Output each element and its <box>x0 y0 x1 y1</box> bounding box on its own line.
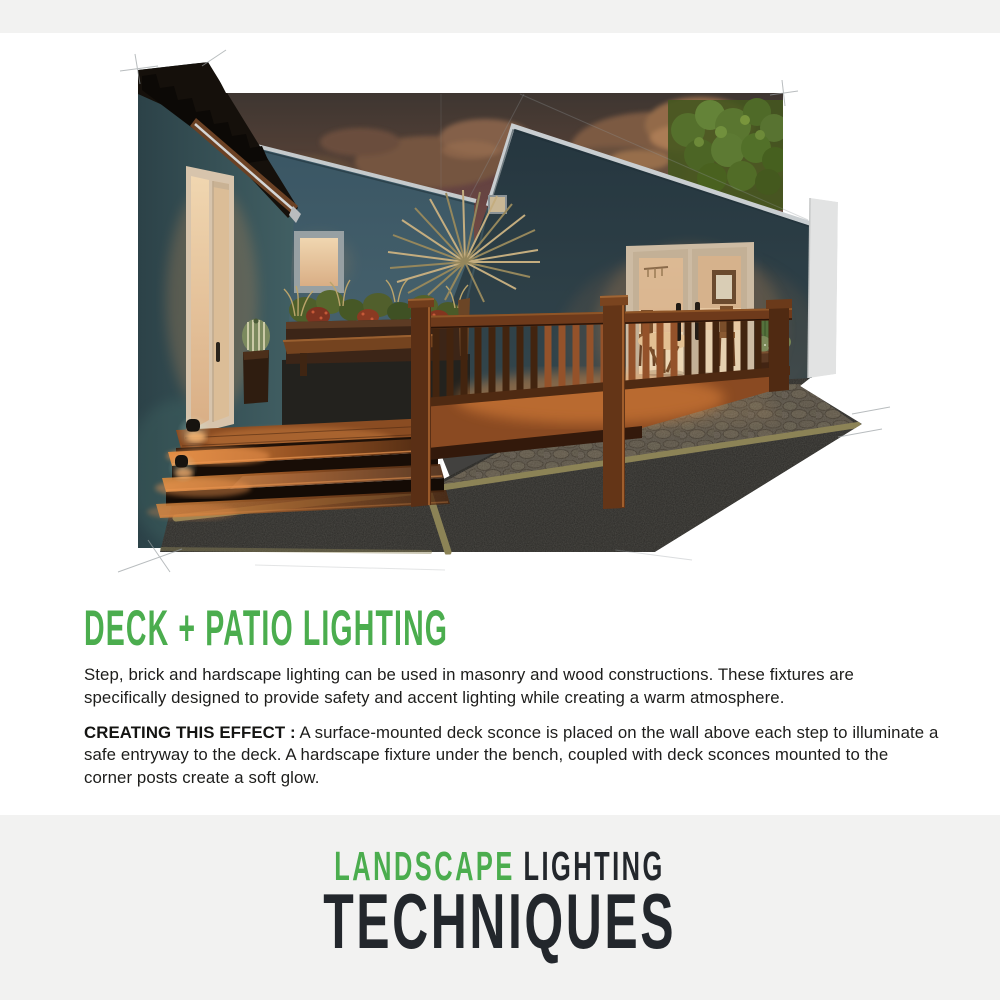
section-heading: DECK + PATIO LIGHTING <box>84 600 449 656</box>
intro-paragraph: Step, brick and hardscape lighting can be used in masonry and wood constructions. These fixtures are specifically designed to provide safety and accent lighting while creating a warm atmosphere. <box>84 665 854 707</box>
brand-word-landscape: LANDSCAPE <box>334 843 516 889</box>
brand-word-lighting: LIGHTING <box>523 843 666 889</box>
railing-post <box>408 298 434 507</box>
railing-post <box>600 295 628 509</box>
effect-paragraph <box>84 722 940 790</box>
deck-sconce <box>175 455 188 468</box>
brand-line-2 <box>0 877 1000 965</box>
effect-text: A surface-mounted deck sconce is placed on the wall above each step to illuminate a safe entryway to the deck. A hardscape fixture under the bench, coupled with deck sconces mounted to the corner posts create a soft glow. <box>84 722 939 788</box>
wall-window-door <box>186 166 234 436</box>
vent-window <box>489 196 506 213</box>
side-panel <box>808 198 838 378</box>
door-handle <box>216 342 220 362</box>
effect-label: CREATING THIS EFFECT : <box>84 722 296 742</box>
barrel-cactus-left <box>242 319 270 405</box>
brand-word-techniques: TECHNIQUES <box>323 877 677 965</box>
deck-sconce <box>186 419 200 432</box>
railing-post <box>766 299 792 392</box>
text-section <box>84 600 940 802</box>
